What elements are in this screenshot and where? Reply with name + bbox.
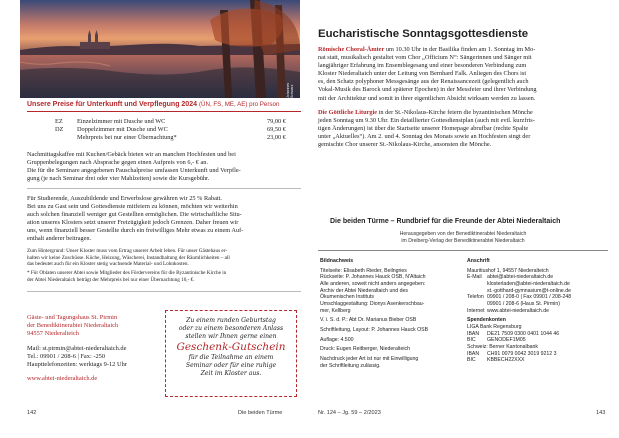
email-link[interactable]: abtei@abtei-niederaltaich.de bbox=[487, 274, 554, 281]
rundbrief-sub: im Dreiberg-Verlag der Benediktinerabtei Niederaltaich bbox=[401, 237, 525, 244]
text-line: in der St.-Nikolaus-Kirche feiern die byzantinischen Mönche bbox=[377, 109, 533, 116]
text-line: Mauritiushof 1, 94557 Niederalteich bbox=[467, 267, 549, 274]
text-line: Rückseite: P. Johannes Hauck OSB, N'Altaich bbox=[320, 274, 426, 281]
text-line: langjähriger Erfahrung im Ensemblegesang und einer besonderen Verbindung zum bbox=[318, 62, 527, 70]
text-line: gemischte Chor unserer St.-Nikolaus-Kirche, ansonsten die Mönche. bbox=[318, 141, 492, 149]
text-line: Archiv der Abtei Niederaltaich und des bbox=[320, 287, 408, 294]
iban-value: DE21 7509 0300 0401 1044 46 bbox=[487, 330, 560, 337]
telefon-label: Telefon bbox=[467, 294, 484, 301]
gift-line: Zeit im Kloster aus. bbox=[200, 370, 262, 377]
email-link[interactable]: st.-gotthard-gymnasium@t-online.de bbox=[487, 287, 571, 294]
price-label: Mehrpreis bei nur einer Übernachtung* bbox=[77, 134, 177, 141]
page-title: Eucharistische Sonntagsgottesdienste bbox=[318, 28, 529, 40]
text-line: nat statt, musikalisch gestaltet vom Chor „Officium N“: Sängerinnen und Sänger mit bbox=[318, 54, 532, 62]
email-link[interactable]: klosterladen@abtei-niederaltaich.de bbox=[487, 280, 570, 287]
left-page bbox=[0, 0, 309, 438]
email-label: E-Mail bbox=[467, 274, 482, 281]
gift-line: Seminar oder für eine ruhige bbox=[185, 362, 277, 369]
page-number-right: 143 bbox=[596, 410, 606, 416]
right-page bbox=[310, 0, 619, 438]
price-value: 79,00 € bbox=[267, 118, 286, 125]
text-line: Ökumenischen Instituts bbox=[320, 294, 374, 301]
anschrift-column bbox=[467, 258, 612, 364]
internet-label: Internet bbox=[467, 307, 485, 314]
text-line: Schriftleitung, Layout: P. Johannes Hauck OSB bbox=[320, 326, 429, 333]
gift-line: oder zu einem besonderen Anlass bbox=[178, 325, 284, 332]
iban-label: IBAN bbox=[467, 330, 480, 337]
text-line: Umschlaggestaltung: Dionys Asenkerschbau- bbox=[320, 300, 425, 307]
text-line: enthalt anderer beitragen. bbox=[27, 235, 92, 243]
abbey-lake-photo bbox=[20, 0, 300, 98]
internet-link[interactable]: www.abtei-niederaltaich.de bbox=[487, 307, 549, 314]
text-line: mit der Architektur und somit in ihrer eigentlichen Absicht wirksam werden zu lassen. bbox=[318, 94, 536, 102]
address-line: 94557 Niederalteich bbox=[27, 330, 79, 338]
gift-voucher-box bbox=[165, 310, 297, 397]
text-line: Titelseite: Elisabeth Rieder, Beilngries bbox=[320, 267, 407, 274]
text-line: Gruppenbelegungen nach Absprache gegen einen Aufpreis von 6,- € an. bbox=[27, 159, 208, 167]
text-line: Die für die Seminare angegebenen Pauschalpreise umfassen Unterkunft und Verpfle- bbox=[27, 167, 241, 175]
text-line: Vokal-Musik des Barock und späterer Epochen) in der Messfeier und ihrer Verbindung bbox=[318, 86, 537, 94]
text-line: auch solchen finanziell weniger gut Gestellten ermöglichen. Die wirtschaftliche Situ- bbox=[27, 211, 242, 219]
spenden-heading: Spendenkonten bbox=[467, 317, 506, 324]
text-line: um 10.30 Uhr in der Basilika finden am 1. Sonntag im Mo- bbox=[384, 46, 536, 53]
text-line: mer, Kellberg bbox=[320, 307, 351, 314]
text-line: das bedeutet auch für ein Kloster stetig wachsende Material- und Lohnkosten. bbox=[27, 261, 189, 268]
text-line: V. i. S. d. P.: Abt Dr. Marianus Bieber OSB bbox=[320, 317, 417, 324]
text-line: halten wir keine Zuschüsse. Küche, Heizung, Wäscherei, Instandhaltung der Räumlichkeiten – all bbox=[27, 254, 230, 261]
address-line: Gäste- und Tagungshaus St. Pirmin bbox=[27, 314, 118, 321]
price-code: DZ bbox=[55, 126, 64, 133]
prices-heading bbox=[27, 101, 279, 108]
text-line: es, den Schatz polyphoner Messgesänge aus der Renaissancezeit (gelegentlich auch bbox=[318, 78, 529, 86]
text-line: Nachdruck jeder Art ist nur mit Einwilligung bbox=[320, 355, 419, 362]
gift-title: Geschenk-Gutschein bbox=[176, 341, 286, 353]
telefon-line: 09901 / 208-0 | Fax 09901 / 208-248 bbox=[487, 294, 572, 301]
bildnachweis-heading: Bildnachweis bbox=[320, 258, 354, 264]
footer-title: Die beiden Türme bbox=[238, 410, 283, 416]
choral-paragraph bbox=[318, 46, 608, 103]
price-code: EZ bbox=[55, 118, 63, 125]
address-tel: Tel.: 09901 / 208-6 | Fax: -250 bbox=[27, 352, 106, 360]
gift-line: für die Teilnahme an einem bbox=[188, 354, 274, 361]
paragraph-coffee bbox=[27, 151, 309, 183]
telefon-line: 09901 / 208-6 (Haus St. Pirmin) bbox=[487, 300, 560, 307]
iban-label: IBAN bbox=[467, 350, 480, 357]
text-line: jeden Sonntag um 9.30 Uhr. Ein detaillierter Gottesdienstplan (auch mit evtl. kurzfris- bbox=[318, 117, 535, 125]
text-line: der Schriftleitung zulässig. bbox=[320, 362, 381, 369]
rundbrief-sub: Herausgegeben von der Benediktinerabtei Niederaltaich bbox=[399, 231, 527, 237]
text-line: Auflage: 4.500 bbox=[320, 336, 354, 343]
text-line: der Abtei Niederaltaich beträgt der Mehrpreis bei nur einer Übernachtung 10,- €. bbox=[27, 276, 195, 283]
prices-heading-main: Unsere Preise für Unterkunft und Verpflegung 2024 bbox=[27, 101, 197, 108]
text-line: uns, wenn finanziell besser Gestellte durch ein freiwilliges Mehr etwas zu einem Auf- bbox=[27, 227, 244, 235]
bank-name: LIGA Bank Regensburg bbox=[467, 323, 522, 330]
address-web-link[interactable]: www.abtei-niederaltaich.de bbox=[27, 375, 98, 383]
prices-rule bbox=[27, 111, 301, 112]
bildnachweis-column bbox=[320, 258, 455, 369]
text-line: Druck: Eugen Reitberger, Niederalteich bbox=[320, 346, 410, 353]
divider bbox=[318, 250, 608, 251]
text-line: Für Studierende, Auszubildende und Erwerbslose gewähren wir 25 % Rabatt. bbox=[27, 195, 222, 202]
gift-line: Zu einem runden Geburtstag bbox=[186, 317, 276, 324]
text-line: * Für Oblaten unserer Abtei sowie Mitglieder des Fördervereins für die Byzantinische Kirche in bbox=[27, 270, 227, 276]
text-line: Zum Hintergrund: Unser Kloster muss vom Ertrag unserer Arbeit leben. Für unser Gästehaus er- bbox=[27, 248, 228, 254]
guesthouse-address bbox=[27, 314, 127, 383]
text-line: Kloster Niederaltaich unter der Leitung von Bernhard Falk. Anliegen des Chors ist bbox=[318, 70, 527, 78]
text-line: tigen Änderungen) ist über die Startseite unserer Homepage abrufbar (rechte Spalte bbox=[318, 125, 529, 133]
bic-value: GENODEF1M05 bbox=[487, 337, 526, 344]
rundbrief-publisher bbox=[318, 231, 608, 244]
price-value: 69,50 € bbox=[267, 126, 286, 133]
text-line: Alle anderen, soweit nicht anders angegeben: bbox=[320, 280, 426, 287]
liturgy-paragraph bbox=[318, 109, 608, 149]
address-line: der Benediktinerabtei Niederaltaich bbox=[27, 322, 119, 330]
bic-value: KBBECH22XXX bbox=[487, 357, 525, 364]
price-value: 23,00 € bbox=[267, 134, 286, 141]
oblate-note bbox=[27, 270, 309, 283]
page-number-left: 142 bbox=[27, 410, 37, 416]
background-note bbox=[27, 248, 309, 268]
choral-lead: Römische Choral-Ämter bbox=[318, 46, 385, 53]
footer-issue: Nr. 124 – Jg. 59 – 2/2023 bbox=[318, 410, 381, 416]
text-line: gung (je nach Seminar drei oder vier Mahlzeiten) sowie die Kursgebühr. bbox=[27, 175, 210, 183]
bic-label: BIC bbox=[467, 337, 476, 344]
anschrift-heading: Anschrift bbox=[467, 258, 490, 264]
divider bbox=[27, 188, 301, 189]
bank-name: Schweiz: Berner Kantonalbank bbox=[467, 343, 538, 350]
paragraph-discount bbox=[27, 195, 309, 244]
address-hours: Haupttelefonzeiten: werktags 9-12 Uhr bbox=[27, 361, 127, 369]
photo-credit: Johannes Schwarz bbox=[286, 82, 294, 98]
bic-label: BIC bbox=[467, 357, 476, 364]
price-label: Doppelzimmer mit Dusche und WC bbox=[77, 126, 168, 133]
rundbrief-title: Die beiden Türme – Rundbrief für die Freunde der Abtei Niederaltaich bbox=[330, 218, 561, 225]
iban-value: CH91 0079 0042 3019 9212 3 bbox=[487, 350, 557, 357]
text-line: ation unseres Klosters setzt unserer Freizügigkeit jedoch Grenzen. Daher freuen wir bbox=[27, 219, 239, 227]
text-line: unter „Aktuelles“). Am 2. und 4. Sonntag des Monats sowie an Hochfesten singt der bbox=[318, 133, 531, 141]
gift-line: stellen wir Ihnen gerne einen bbox=[185, 333, 277, 340]
prices-heading-suffix: (ÜN, FS, ME, AE) pro Person bbox=[198, 101, 280, 108]
liturgy-lead: Die Göttliche Liturgie bbox=[318, 109, 378, 116]
price-label: Einzelzimmer mit Dusche und WC bbox=[77, 118, 166, 125]
text-line: Nachmittagskaffee mit Kuchen/Gebäck bieten wir an manchen Hochfesten und bei bbox=[27, 151, 236, 158]
divider bbox=[27, 291, 301, 292]
address-mail[interactable]: Mail: st.pirmin@abtei-niederaltaich.de bbox=[27, 344, 127, 352]
text-line: Bei uns zu Gast sein und Gottesdienste mitfeiern zu können, möchten wir weiterhin bbox=[27, 203, 238, 211]
